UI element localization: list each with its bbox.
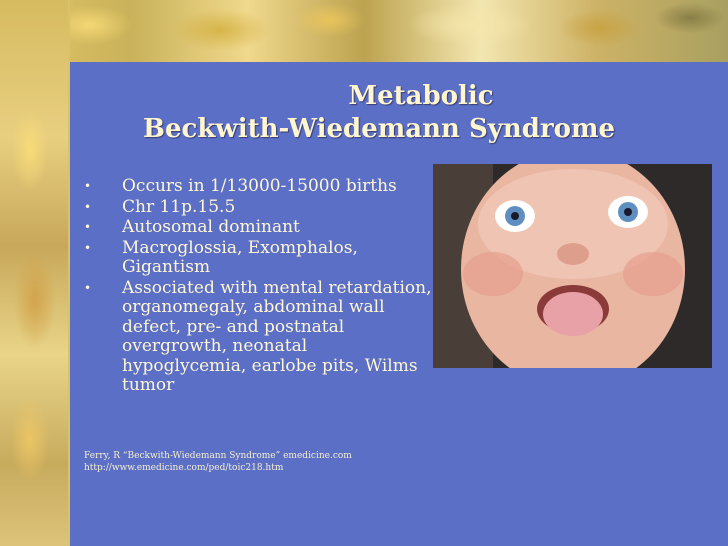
slide-title (70, 80, 728, 146)
decorative-leaf-band-top (0, 0, 728, 62)
bullet-list (84, 177, 434, 397)
bullet-marker: • (84, 220, 92, 234)
bullet-item (84, 279, 434, 396)
child-photo (433, 164, 712, 368)
decorative-leaf-band-left (0, 0, 68, 546)
bullet-marker: • (84, 199, 92, 214)
bullet-text: Associated with mental retardation, organomegaly, abdominal wall defect, pre- and postnatal overgrowth, neonatal hypoglycemia, earlobe pits, Wilms tumor (122, 277, 432, 395)
reference (84, 450, 352, 474)
bullet-text: Macroglossia, Exomphalos, Gigantism (122, 237, 358, 277)
bullet-marker: • (84, 179, 92, 193)
bullet-item (84, 177, 434, 197)
bullet-text: Chr 11p.15.5 (122, 196, 236, 217)
bullet-marker: • (84, 280, 92, 295)
bullet-item (84, 198, 434, 218)
title-line-2: Beckwith-Wiedemann Syndrome (142, 114, 616, 144)
title-line-1: Metabolic (348, 81, 494, 111)
bullet-text: Occurs in 1/13000-15000 births (122, 176, 397, 196)
bullet-item (84, 239, 434, 278)
bullet-item (84, 218, 434, 238)
bullet-text: Autosomal dominant (122, 217, 300, 237)
bullet-marker: • (84, 240, 92, 255)
reference-url: http://www.emedicine.com/ped/toic218.htm (84, 463, 284, 473)
reference-citation: Ferry, R “Beckwith-Wiedemann Syndrome” emedicine.com (84, 451, 352, 461)
